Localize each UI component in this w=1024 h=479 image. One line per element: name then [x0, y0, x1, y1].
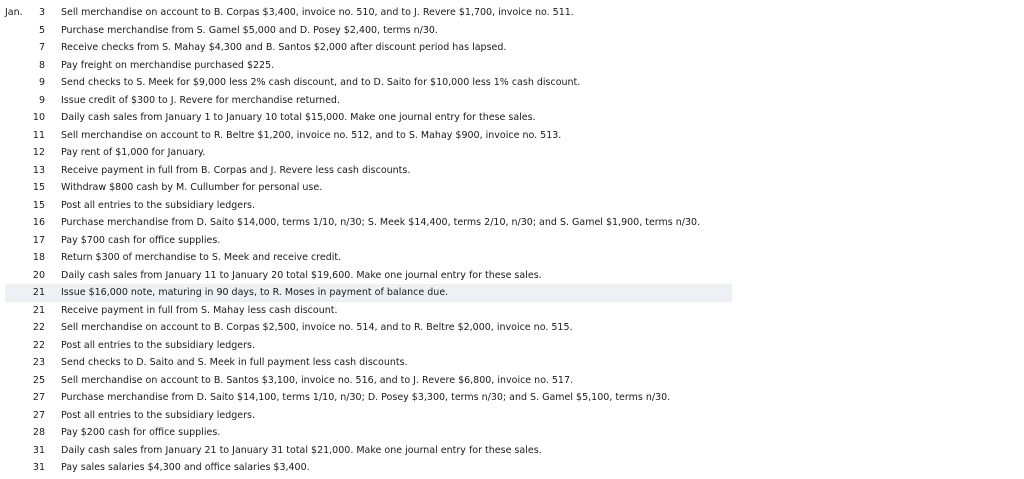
month-cell — [5, 109, 31, 127]
table-row — [5, 214, 732, 232]
month-cell — [5, 319, 31, 337]
day-cell: 13 — [32, 164, 45, 176]
table-row — [5, 337, 732, 355]
table-row — [5, 92, 732, 110]
day-cell: 5 — [38, 24, 45, 36]
description-cell: Daily cash sales from January 11 to January 20 total $19,600. Make one journal entry for these sales. — [61, 269, 542, 281]
month-cell — [5, 267, 31, 285]
month-cell — [5, 337, 31, 355]
day-cell: 23 — [32, 357, 45, 369]
table-row — [5, 459, 732, 477]
table-row — [5, 197, 732, 215]
day-cell: 31 — [32, 462, 45, 474]
description-cell: Purchase merchandise from D. Saito $14,000, terms 1/10, n/30; S. Meek $14,400, terms 2/10, n/30; and S. Gamel $1,900, terms n/30. — [61, 217, 701, 229]
table-row — [5, 39, 732, 57]
month-cell — [5, 424, 31, 442]
description-cell: Daily cash sales from January 21 to January 31 total $21,000. Make one journal entry for these sales. — [61, 444, 542, 456]
table-row — [5, 22, 732, 40]
table-row — [5, 319, 732, 337]
month-cell — [5, 74, 31, 92]
day-cell: 20 — [32, 269, 45, 281]
table-row — [5, 179, 732, 197]
month-cell — [5, 459, 31, 477]
day-cell: 21 — [31, 284, 61, 302]
month-cell — [5, 284, 31, 302]
day-cell: 9 — [38, 77, 45, 89]
description-cell: Withdraw $800 cash by M. Cullumber for personal use. — [61, 182, 323, 194]
table-row — [5, 162, 732, 180]
month-cell — [5, 389, 31, 407]
transactions-table — [5, 4, 732, 477]
table-row — [5, 4, 732, 22]
day-cell: 18 — [32, 252, 45, 264]
description-cell: Post all entries to the subsidiary ledgers. — [61, 199, 256, 211]
day-cell: 27 — [32, 392, 45, 404]
description-cell: Receive payment in full from B. Corpas and J. Revere less cash discounts. — [61, 164, 411, 176]
day-cell: 28 — [32, 427, 45, 439]
day-cell: 22 — [32, 322, 45, 334]
table-row — [5, 442, 732, 460]
table-row — [5, 232, 732, 250]
description-cell: Daily cash sales from January 1 to January 10 total $15,000. Make one journal entry for these sales. — [61, 112, 536, 124]
description-cell: Pay sales salaries $4,300 and office salaries $3,400. — [61, 462, 310, 474]
description-cell: Send checks to D. Saito and S. Meek in full payment less cash discounts. — [61, 357, 408, 369]
day-cell: 10 — [32, 112, 45, 124]
day-cell: 16 — [32, 217, 45, 229]
day-cell: 15 — [32, 182, 45, 194]
month-cell — [5, 39, 31, 57]
month-cell — [5, 302, 31, 320]
table-row — [5, 57, 732, 75]
month-cell — [5, 92, 31, 110]
description-cell: Purchase merchandise from D. Saito $14,100, terms 1/10, n/30; D. Posey $3,300, terms n/30; and S. Gamel $5,100, terms n/30. — [61, 392, 671, 404]
table-row — [5, 354, 732, 372]
month-cell — [5, 372, 31, 390]
table-row — [5, 302, 732, 320]
day-cell: 3 — [38, 7, 45, 19]
day-cell: 12 — [32, 147, 45, 159]
day-cell: 7 — [38, 42, 45, 54]
table-row — [5, 372, 732, 390]
month-label: Jan. — [5, 7, 23, 19]
description-cell: Post all entries to the subsidiary ledgers. — [61, 409, 256, 421]
month-cell — [5, 179, 31, 197]
description-cell: Pay freight on merchandise purchased $225. — [61, 59, 275, 71]
month-cell — [5, 127, 31, 145]
day-cell: 15 — [32, 199, 45, 211]
day-cell: 31 — [32, 444, 45, 456]
month-cell — [5, 249, 31, 267]
description-cell: Sell merchandise on account to R. Beltre $1,200, invoice no. 512, and to S. Mahay $900, invoice no. 513. — [61, 129, 562, 141]
table-row — [5, 127, 732, 145]
day-cell: 17 — [32, 234, 45, 246]
table-row — [5, 389, 732, 407]
description-cell: Purchase merchandise from S. Gamel $5,000 and D. Posey $2,400, terms n/30. — [61, 24, 438, 36]
day-cell: 27 — [32, 409, 45, 421]
table-row — [5, 109, 732, 127]
description-cell: Issue credit of $300 to J. Revere for merchandise returned. — [61, 94, 340, 106]
day-cell: 11 — [32, 129, 45, 141]
table-row — [5, 424, 732, 442]
day-cell: 25 — [32, 374, 45, 386]
description-cell: Receive payment in full from S. Mahay less cash discount. — [61, 304, 338, 316]
day-cell: 9 — [38, 94, 45, 106]
month-cell — [5, 354, 31, 372]
month-cell — [5, 57, 31, 75]
description-cell: Pay rent of $1,000 for January. — [61, 147, 206, 159]
table-row — [5, 74, 732, 92]
description-cell: Sell merchandise on account to B. Corpas $2,500, invoice no. 514, and to R. Beltre $2,000, invoice no. 515. — [61, 322, 573, 334]
description-cell: Send checks to S. Meek for $9,000 less 2% cash discount, and to D. Saito for $10,000 less 1% cash discount. — [61, 77, 581, 89]
description-cell: Receive checks from S. Mahay $4,300 and B. Santos $2,000 after discount period has lapsed. — [61, 42, 507, 54]
month-cell — [5, 162, 31, 180]
day-cell: 21 — [32, 304, 45, 316]
table-row — [5, 267, 732, 285]
month-cell — [5, 232, 31, 250]
description-cell: Return $300 of merchandise to S. Meek and receive credit. — [61, 252, 342, 264]
month-cell — [5, 22, 31, 40]
table-row — [5, 407, 732, 425]
month-cell — [5, 442, 31, 460]
description-cell: Sell merchandise on account to B. Santos $3,100, invoice no. 516, and to J. Revere $6,800, invoice no. 517. — [61, 374, 574, 386]
description-cell: Issue $16,000 note, maturing in 90 days, to R. Moses in payment of balance due. — [61, 284, 732, 302]
month-cell — [5, 144, 31, 162]
day-cell: 8 — [38, 59, 45, 71]
table-row — [5, 249, 732, 267]
table-row-highlighted — [5, 284, 732, 302]
description-cell: Sell merchandise on account to B. Corpas $3,400, invoice no. 510, and to J. Revere $1,700, invoice no. 511. — [61, 7, 574, 19]
description-cell: Pay $200 cash for office supplies. — [61, 427, 221, 439]
description-cell: Pay $700 cash for office supplies. — [61, 234, 221, 246]
month-cell — [5, 214, 31, 232]
day-cell: 22 — [32, 339, 45, 351]
table-row — [5, 144, 732, 162]
month-cell — [5, 407, 31, 425]
description-cell: Post all entries to the subsidiary ledgers. — [61, 339, 256, 351]
month-cell — [5, 197, 31, 215]
